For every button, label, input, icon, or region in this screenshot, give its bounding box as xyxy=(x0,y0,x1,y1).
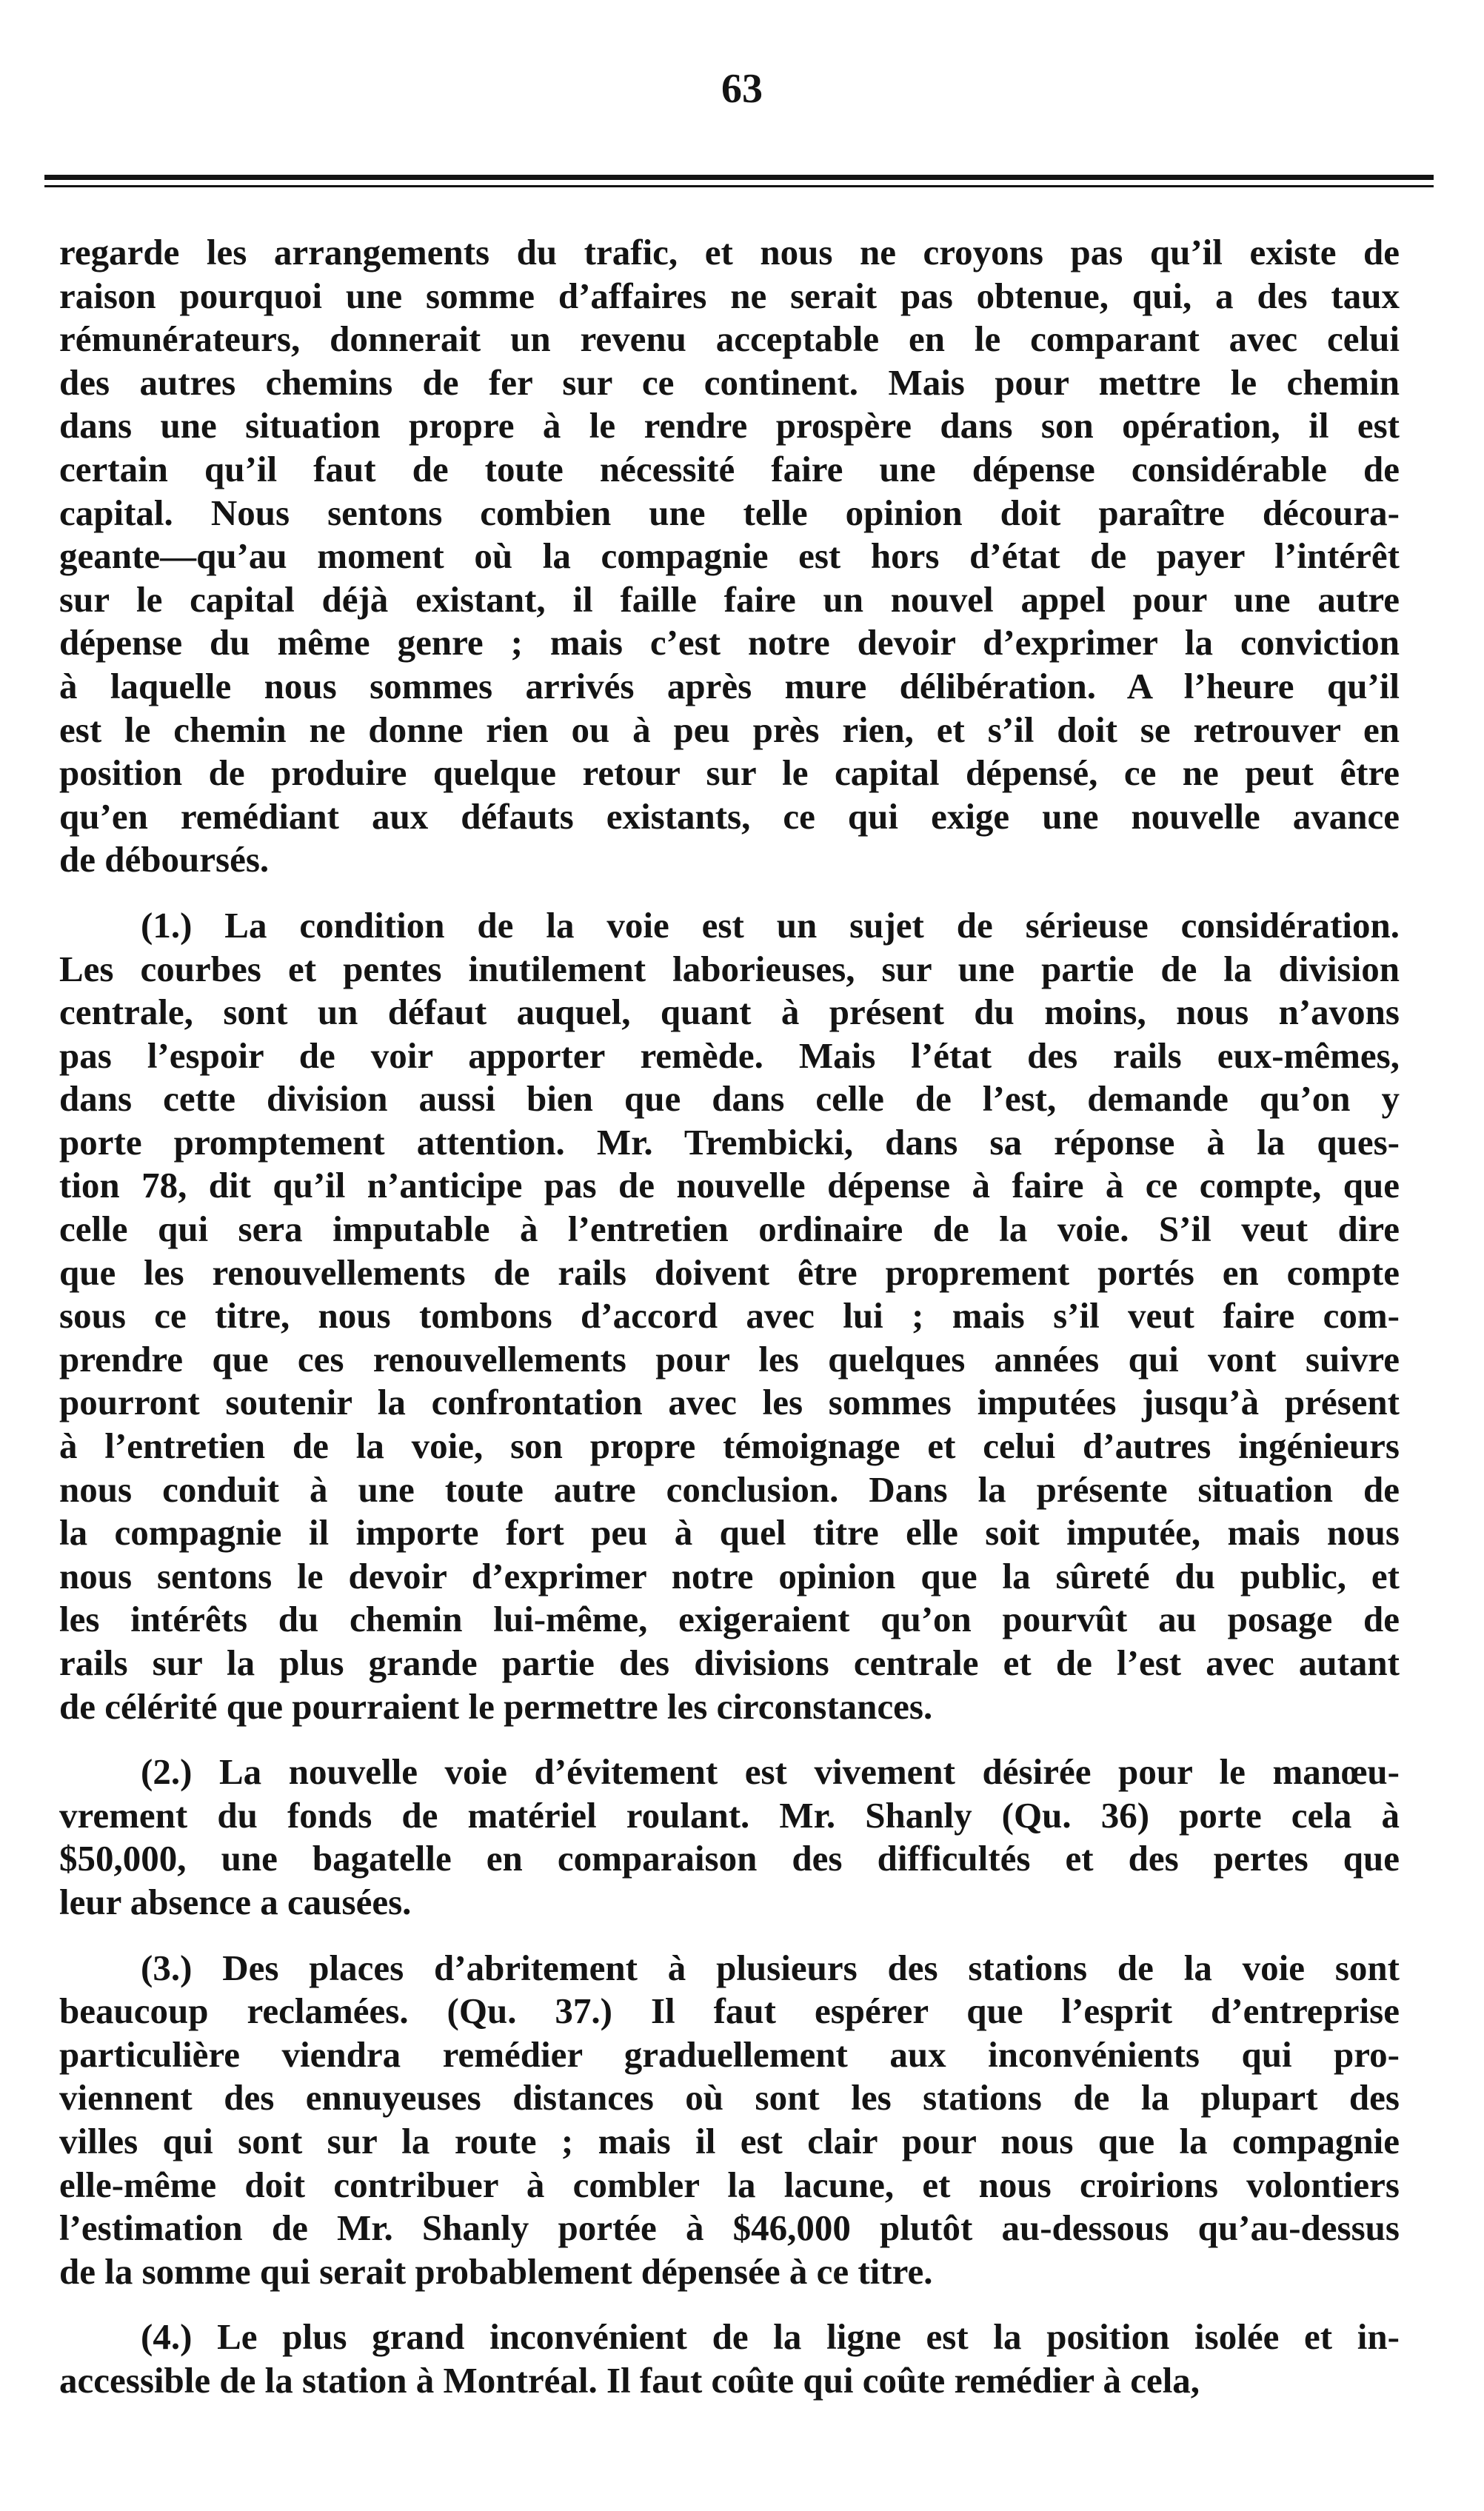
text-line: elle-même doit contribuer à combler la lacune, et nous croirions volontiers xyxy=(59,2164,1400,2205)
text-line: sous ce titre, nous tombons d’accord avec lui ; mais s’il veut faire com- xyxy=(59,1295,1400,1337)
header-rule xyxy=(44,175,1434,191)
text-line: geante—qu’au moment où la compagnie est hors d’état de payer l’intérêt xyxy=(59,535,1400,577)
text-line: leur absence a causées. xyxy=(59,1881,412,1922)
text-line: pourront soutenir la confrontation avec les sommes imputées jusqu’à présent xyxy=(59,1382,1400,1423)
text-line: de déboursés. xyxy=(59,839,270,880)
text-line: tion 78, dit qu’il n’anticipe pas de nouvelle dépense à faire à ce compte, que xyxy=(59,1165,1400,1206)
text-line: raison pourquoi une somme d’affaires ne serait pas obtenue, qui, a des taux xyxy=(59,275,1400,316)
text-line: dans cette division aussi bien que dans celle de l’est, demande qu’on y xyxy=(59,1078,1400,1120)
text-line: Les courbes et pentes inutilement laborieuses, sur une partie de la division xyxy=(59,948,1400,989)
text-line: les intérêts du chemin lui-même, exigeraient qu’on pourvût au posage de xyxy=(59,1599,1400,1640)
text-line: dans une situation propre à le rendre prospère dans son opération, il est xyxy=(59,405,1400,447)
text-line: villes qui sont sur la route ; mais il est clair pour nous que la compagnie xyxy=(59,2120,1400,2161)
text-line: (2.) La nouvelle voie d’évitement est vivement désirée pour le manœu- xyxy=(141,1751,1400,1793)
text-line: accessible de la station à Montréal. Il faut coûte qui coûte remédier à cela, xyxy=(59,2359,1200,2401)
text-line: porte promptement attention. Mr. Trembicki, dans sa réponse à la ques- xyxy=(59,1121,1400,1163)
text-line: nous sentons le devoir d’exprimer notre opinion que la sûreté du public, et xyxy=(59,1555,1400,1596)
text-line: celle qui sera imputable à l’entretien ordinaire de la voie. S’il veut dire xyxy=(59,1208,1400,1250)
page-number: 63 xyxy=(721,66,763,112)
text-line: beaucoup reclamées. (Qu. 37.) Il faut espérer que l’esprit d’entreprise xyxy=(59,1990,1400,2032)
text-line: centrale, sont un défaut auquel, quant à présent du moins, nous n’avons xyxy=(59,992,1400,1033)
text-line: rails sur la plus grande partie des divisions centrale et de l’est avec autant xyxy=(59,1642,1400,1683)
text-line: la compagnie il importe fort peu à quel titre elle soit imputée, mais nous xyxy=(59,1512,1400,1554)
text-line: (3.) Des places d’abritement à plusieurs des stations de la voie sont xyxy=(141,1947,1400,1988)
text-line: capital. Nous sentons combien une telle opinion doit paraître découra- xyxy=(59,492,1400,533)
text-line: l’estimation de Mr. Shanly portée à $46,000 plutôt au-dessous qu’au-dessus xyxy=(59,2207,1400,2249)
text-line: dépense du même genre ; mais c’est notre devoir d’exprimer la conviction xyxy=(59,622,1400,663)
text-line: (1.) La condition de la voie est un sujet de sérieuse considération. xyxy=(141,904,1400,946)
text-line: regarde les arrangements du trafic, et nous ne croyons pas qu’il existe de xyxy=(59,232,1400,273)
text-line: rémunérateurs, donnerait un revenu acceptable en le comparant avec celui xyxy=(59,318,1400,360)
paragraph-1 xyxy=(59,231,1400,882)
text-line: prendre que ces renouvellements pour les quelques années qui vont suivre xyxy=(59,1338,1400,1380)
text-line: nous conduit à une toute autre conclusion. Dans la présente situation de xyxy=(59,1468,1400,1510)
text-line: est le chemin ne donne rien ou à peu près rien, et s’il doit se retrouver en xyxy=(59,709,1400,750)
paragraph-3 xyxy=(59,1751,1400,1924)
text-line: à l’entretien de la voie, son propre témoignage et celui d’autres ingénieurs xyxy=(59,1425,1400,1467)
text-line: (4.) Le plus grand inconvénient de la ligne est la position isolée et in- xyxy=(141,2316,1400,2358)
header-rule-thick xyxy=(44,175,1434,180)
header-rule-thin xyxy=(44,185,1434,187)
paragraph-4 xyxy=(59,1947,1400,2294)
text-line: sur le capital déjà existant, il faille faire un nouvel appel pour une autre xyxy=(59,578,1400,620)
text-line: que les renouvellements de rails doivent être proprement portés en compte xyxy=(59,1251,1400,1293)
paragraph-5 xyxy=(59,2316,1400,2402)
text-line: position de produire quelque retour sur le capital dépensé, ce ne peut être xyxy=(59,752,1400,794)
body-text xyxy=(59,231,1400,2403)
paragraph-2 xyxy=(59,904,1400,1728)
text-line: viennent des ennuyeuses distances où sont les stations de la plupart des xyxy=(59,2077,1400,2119)
text-line: vrement du fonds de matériel roulant. Mr. Shanly (Qu. 36) porte cela à xyxy=(59,1794,1400,1836)
text-line: particulière viendra remédier graduellement aux inconvénients qui pro- xyxy=(59,2033,1400,2075)
text-line: de célérité que pourraient le permettre les circonstances. xyxy=(59,1685,933,1727)
text-line: des autres chemins de fer sur ce continent. Mais pour mettre le chemin xyxy=(59,361,1400,403)
text-line: de la somme qui serait probablement dépensée à ce titre. xyxy=(59,2250,933,2292)
text-line: certain qu’il faut de toute nécessité faire une dépense considérable de xyxy=(59,448,1400,489)
text-line: à laquelle nous sommes arrivés après mure délibération. A l’heure qu’il xyxy=(59,665,1400,706)
text-line: pas l’espoir de voir apporter remède. Mais l’état des rails eux-mêmes, xyxy=(59,1034,1400,1076)
text-line: $50,000, une bagatelle en comparaison des difficultés et des pertes que xyxy=(59,1838,1400,1879)
text-line: qu’en remédiant aux défauts existants, ce qui exige une nouvelle avance xyxy=(59,795,1400,837)
